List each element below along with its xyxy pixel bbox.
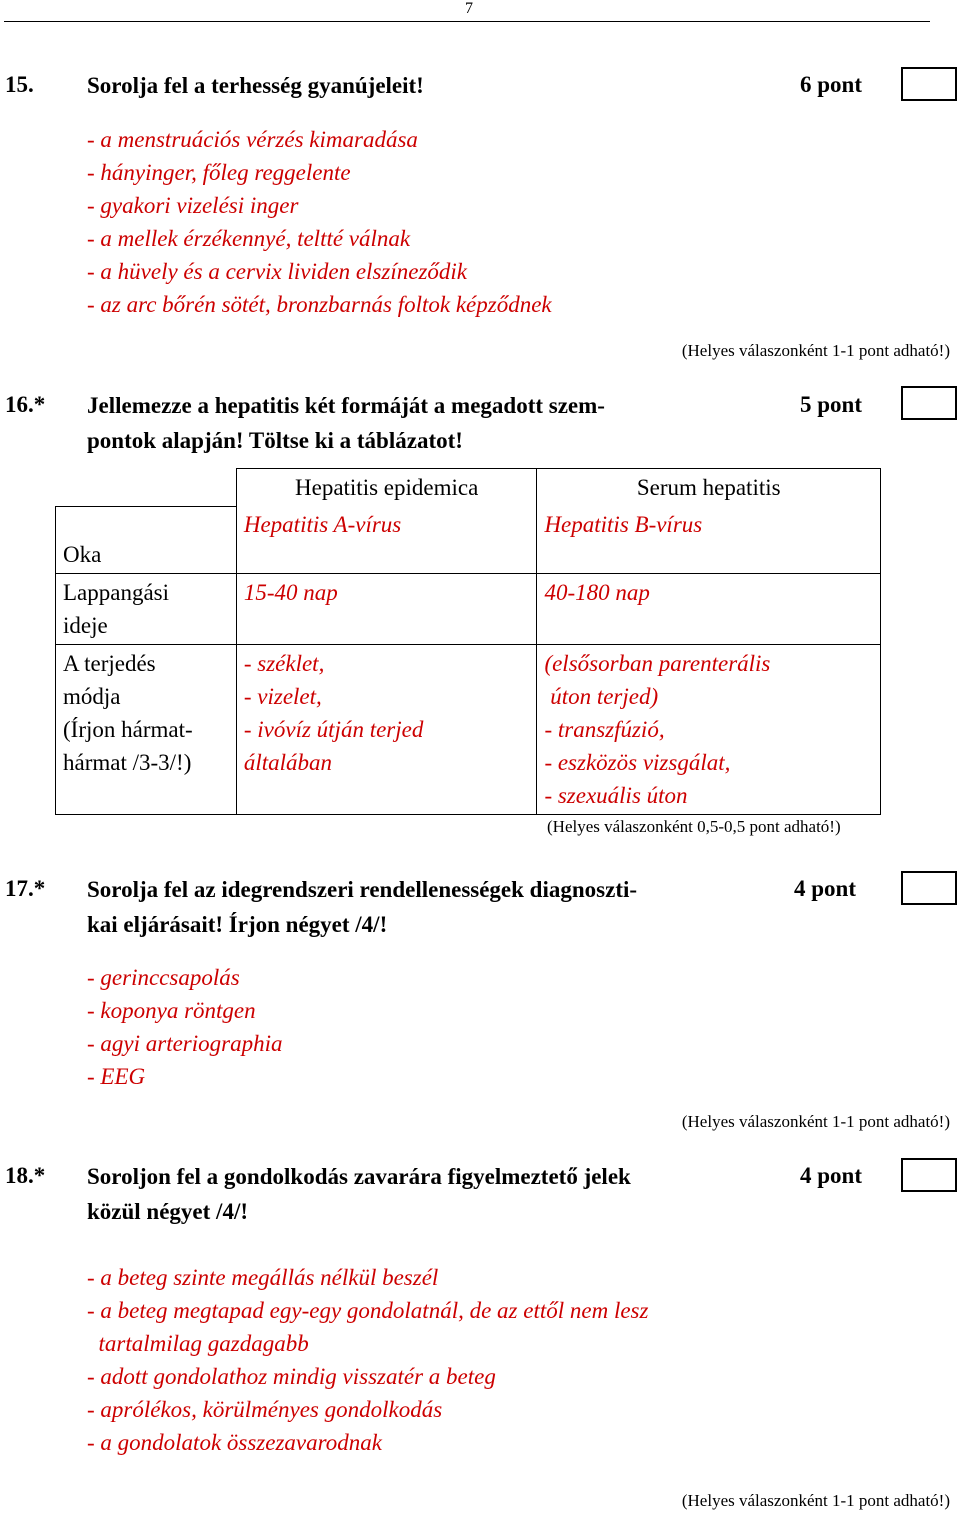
answer-item: - a gondolatok összezavarodnak [87,1430,382,1455]
q18-title-line: Soroljon fel a gondolkodás zavarára figyelmeztető jelek [87,1164,631,1189]
cell-serum-oka[interactable] [537,506,881,573]
hepatitis-table [55,468,881,815]
row-label-oka [56,506,237,573]
q18-score-box[interactable] [901,1158,957,1192]
page-number: 7 [465,0,473,17]
answer-item: tartalmilag gazdagabb [87,1331,309,1356]
q18-title-line: közül négyet /4/! [87,1199,248,1224]
answer-item: - a beteg szinte megállás nélkül beszél [87,1265,439,1290]
table-row [56,573,881,644]
answer-item: - koponya röntgen [87,998,256,1023]
answer-item: - a hüvely és a cervix lividen elszíneződik [87,259,467,284]
answer-item: - aprólékos, körülményes gondolkodás [87,1397,443,1422]
row-label-text: Lappangási [63,579,170,605]
table-row [56,506,881,573]
q15-answer-list [87,123,552,321]
answer-item: - adott gondolathoz mindig visszatér a beteg [87,1364,496,1389]
answer-item: - EEG [87,1064,146,1089]
cell-text: - szexuális úton [544,782,688,808]
q15-number: 15. [5,72,34,97]
cell-text: 40-180 nap [544,579,650,605]
q16-title-line: pontok alapján! Töltse ki a táblázatot! [87,428,463,453]
row-label-text: hármat /3-3/!) [63,749,192,775]
q16-title-line: Jellemezze a hepatitis két formáját a megadott szem- [87,393,605,418]
cell-text: (elsősorban parenterális [544,650,771,676]
cell-epidemica-oka[interactable] [236,506,537,573]
answer-item: - gyakori vizelési inger [87,193,299,218]
q16-score-box[interactable] [901,386,957,420]
q17-answer-list [87,961,283,1093]
q17-score-box[interactable] [901,871,957,905]
cell-epidemica-lappangas[interactable] [236,573,537,644]
row-label-text: Oka [63,541,102,567]
q17-scoring-note: (Helyes válaszonként 1-1 pont adható!) [681,1112,950,1131]
q18-number: 18.* [5,1163,46,1188]
q18-points: 4 pont [800,1163,862,1188]
answer-item: - gerinccsapolás [87,965,240,990]
q15-score-box[interactable] [901,67,957,101]
row-label-text: A terjedés [63,650,156,676]
cell-epidemica-terjedes[interactable] [236,644,537,814]
q15-title: Sorolja fel a terhesség gyanújeleit! [87,73,424,98]
q17-title [87,872,637,942]
row-label-text: módja [63,683,121,709]
cell-text: - vizelet, [243,683,322,709]
row-label-terjedes-modja [56,644,237,814]
q15-points: 6 pont [800,72,862,97]
q17-title-line: Sorolja fel az idegrendszeri rendellenességek diagnoszti- [87,877,638,902]
cell-text: általában [243,749,333,775]
q18-scoring-note: (Helyes válaszonként 1-1 pont adható!) [681,1491,950,1510]
table-row [56,644,881,814]
header-hepatitis-epidemica: Hepatitis epidemica [236,469,537,507]
q16-number: 16.* [5,392,46,417]
table-header-row [56,469,881,507]
q16-scoring-note: (Helyes válaszonként 0,5-0,5 pont adható!) [547,817,841,836]
cell-text: 15-40 nap [243,579,338,605]
answer-item: - a mellek érzékennyé, teltté válnak [87,226,411,251]
cell-text: Hepatitis A-vírus [243,512,402,537]
cell-text: Hepatitis B-vírus [544,512,703,537]
cell-serum-terjedes[interactable] [537,644,881,814]
answer-item: - a beteg megtapad egy-egy gondolatnál, de az ettől nem lesz [87,1298,649,1323]
cell-serum-lappangas[interactable] [537,573,881,644]
header-serum-hepatitis: Serum hepatitis [537,469,881,507]
cell-text: - eszközös vizsgálat, [544,749,731,775]
empty-corner-cell [56,469,237,507]
q18-answer-list [87,1261,648,1459]
q16-points: 5 pont [800,392,862,417]
q17-points: 4 pont [794,876,856,901]
row-label-lappangasi-ideje [56,573,237,644]
cell-text: - transzfúzió, [544,716,665,742]
q16-title [87,388,605,458]
q17-number: 17.* [5,876,46,901]
header-rule [4,21,930,22]
cell-text: - ivóvíz útján terjed [243,716,424,742]
row-label-text: ideje [63,612,108,638]
answer-item: - az arc bőrén sötét, bronzbarnás foltok képződnek [87,292,552,317]
row-label-text: (Írjon hármat- [63,716,193,742]
q17-title-line: kai eljárásait! Írjon négyet /4/! [87,912,388,937]
answer-item: - a menstruációs vérzés kimaradása [87,127,418,152]
cell-text: - széklet, [243,650,325,676]
cell-text: úton terjed) [544,683,659,709]
answer-item: - hányinger, főleg reggelente [87,160,351,185]
answer-item: - agyi arteriographia [87,1031,283,1056]
q18-title [87,1159,631,1229]
q15-scoring-note: (Helyes válaszonként 1-1 pont adható!) [681,341,950,360]
